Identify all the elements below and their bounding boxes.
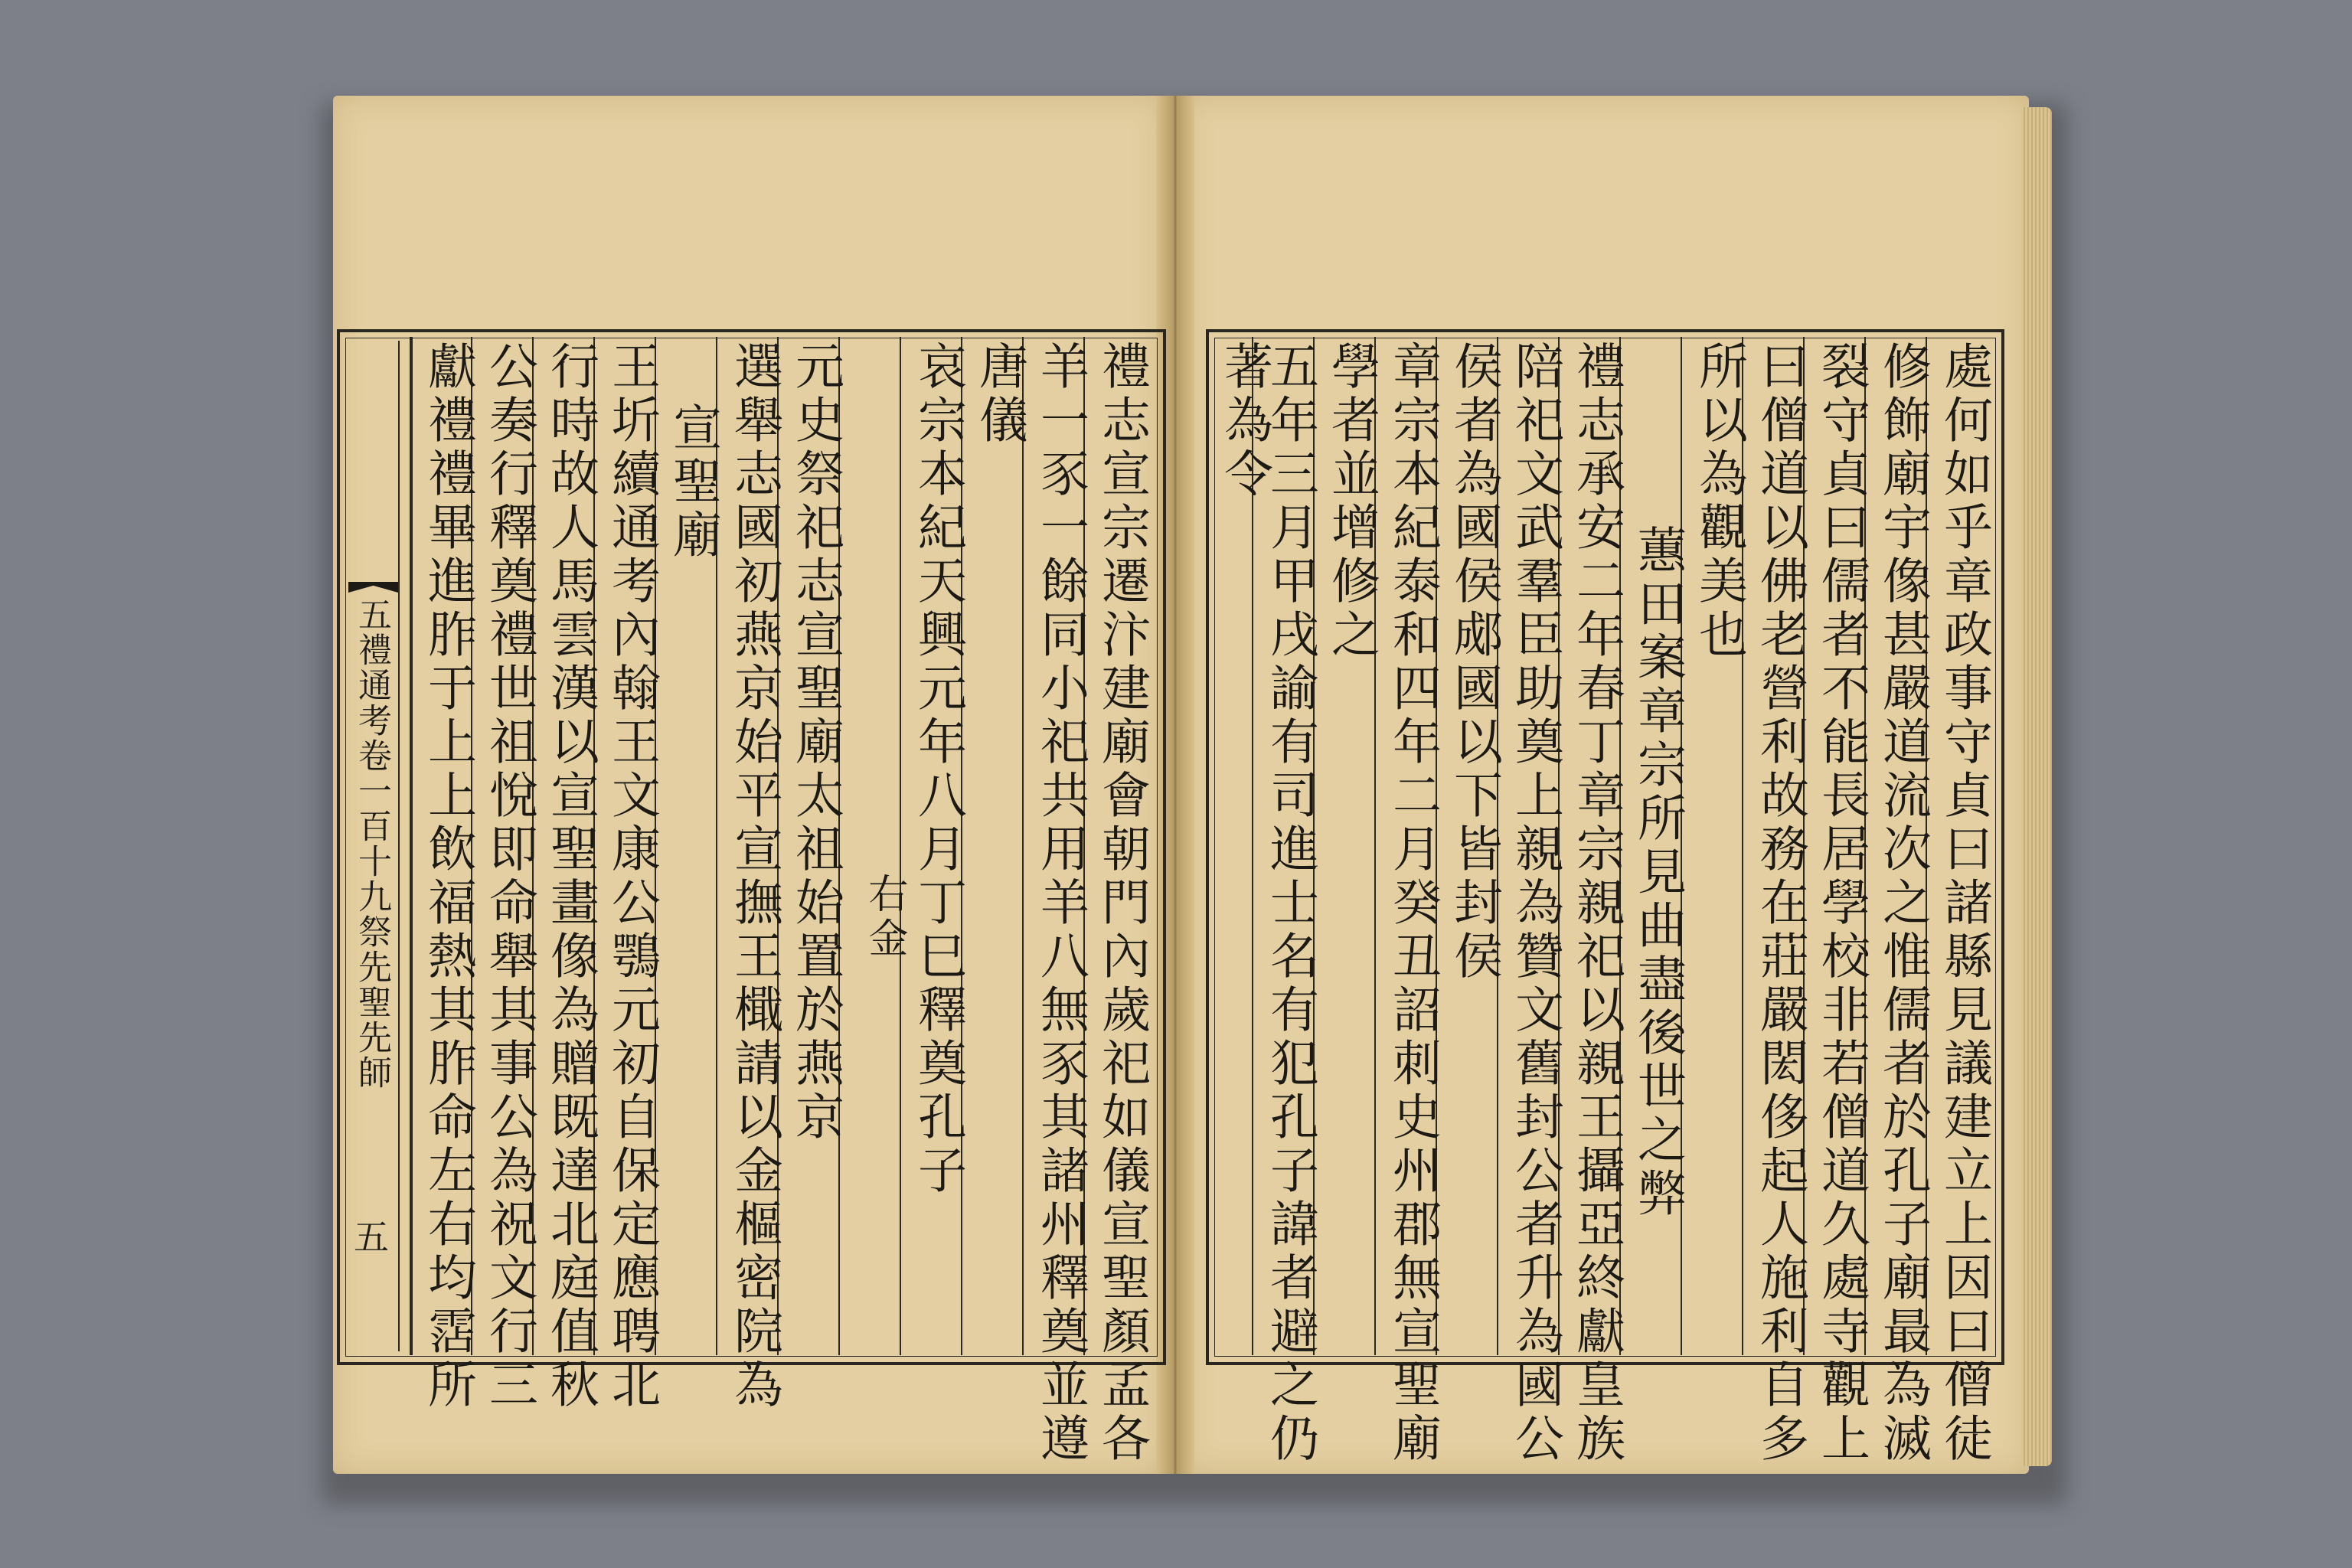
column-rule — [1022, 337, 1024, 1355]
page-edges — [2021, 107, 2052, 1466]
left-column-12: 獻禮禮畢進胙于上上飲福熱其胙命左右均霑所 — [420, 341, 476, 1413]
right-column-2: 修飾廟宇像甚嚴道流次之惟儒者於孔子廟最為滅 — [1874, 341, 1931, 1466]
left-column-10: 行時故人馬雲漢以宣聖畫像為贈既達北庭值秋 — [542, 341, 599, 1413]
right-column-5: 所以為觀美也 — [1690, 341, 1747, 662]
left-column-13 — [360, 341, 421, 433]
left-column-2: 羊一豕一餘同小祀共用羊八無豕其諸州釋奠並遵 — [1032, 341, 1089, 1466]
right-column-12: 五年三月甲戌諭有司進士名有犯孔子諱者避之仍 — [1262, 341, 1318, 1466]
left-column-6: 元史祭祀志宣聖廟太祖始置於燕京 — [787, 341, 844, 1145]
right-column-13: 著為令 — [1216, 341, 1272, 501]
left-column-9: 王圻續通考內翰王文康公鶚元初自保定應聘北 — [603, 341, 660, 1413]
right-column-9: 侯者為國侯郕國以下皆封侯 — [1446, 341, 1502, 984]
left-column-4: 哀宗本紀天興元年八月丁巳釋奠孔子 — [910, 341, 966, 1198]
left-column-7: 選舉志國初燕京始平宣撫王檝請以金樞密院為 — [726, 341, 782, 1413]
left-column-1: 禮志宣宗遷汴建廟會朝門內歲祀如儀宣聖顏孟各 — [1093, 341, 1150, 1466]
right-column-8: 陪祀文武羣臣助奠上親為贊文舊封公者升為國公 — [1507, 341, 1563, 1466]
page-number: 五 — [354, 1217, 389, 1258]
right-column-1: 處何如乎章政事守貞曰諸縣見議建立上因曰僧徒 — [1936, 341, 1992, 1466]
right-column-6: 蕙田案章宗所見曲盡後世之弊 — [1629, 524, 1686, 1221]
right-column-11: 學者並增修之 — [1323, 341, 1380, 662]
banxin-title: 五禮通考卷一百十九祭先聖先師 — [352, 597, 391, 1090]
left-column-3: 唐儀 — [971, 341, 1027, 448]
left-column-11: 公奏行釋奠禮世祖悅即命舉其事公為祝文行三 — [481, 341, 537, 1413]
column-rule — [900, 337, 901, 1355]
right-column-10: 章宗本紀泰和四年二月癸丑詔刺史州郡無宣聖廟 — [1384, 341, 1441, 1466]
right-column-3: 裂守貞曰儒者不能長居學校非若僧道久處寺觀上 — [1813, 341, 1870, 1466]
left-column-8: 宣聖廟 — [665, 402, 721, 563]
left-column-5: 右金 — [861, 873, 907, 962]
column-rule — [410, 337, 413, 1355]
right-column-7: 禮志承安二年春丁章宗親祀以親王攝亞終獻皇族 — [1568, 341, 1625, 1466]
right-column-4: 曰僧道以佛老營利故務在莊嚴閎侈起人施利自多 — [1752, 341, 1808, 1466]
